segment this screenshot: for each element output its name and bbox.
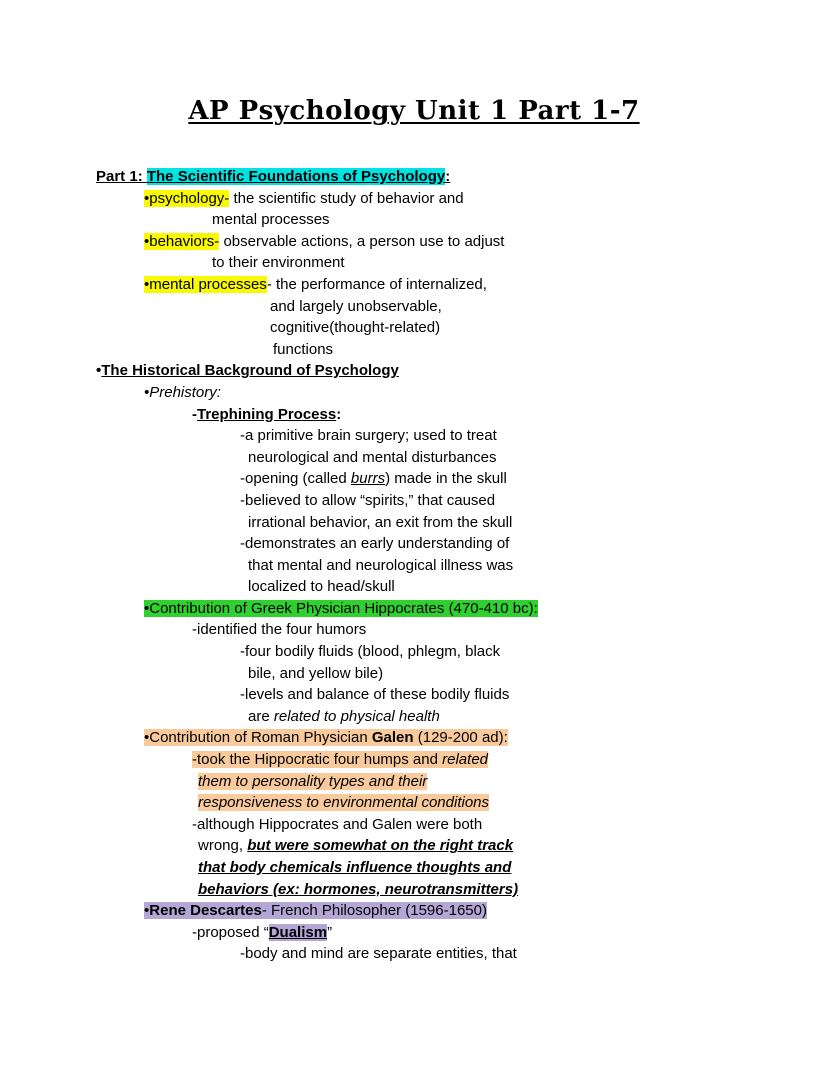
text-line — [0, 900, 828, 922]
text-run: - the performance of internalized, — [266, 275, 487, 293]
text-run: : — [445, 168, 451, 185]
text-line — [0, 879, 828, 901]
text-line — [0, 706, 828, 728]
text-line — [0, 814, 828, 836]
text-run: neurological and mental disturbances — [248, 448, 497, 466]
text-line — [0, 360, 828, 382]
highlighted-text: •Contribution of Greek Physician Hippocrates (470-410 bc): — [144, 599, 538, 617]
text-run: -levels and balance of these bodily fluids — [240, 686, 510, 704]
text-line — [0, 533, 828, 555]
text-line — [0, 922, 828, 944]
text-run: -a primitive brain surgery; used to treat — [240, 427, 497, 445]
text-line — [0, 404, 828, 426]
highlighted-text: •psychology- — [144, 189, 230, 207]
document-body — [0, 166, 828, 965]
text-line — [0, 727, 828, 749]
text-run: -opening (called — [240, 470, 351, 488]
highlighted-text: Rene Descartes — [149, 902, 262, 920]
text-line — [0, 619, 828, 641]
document-title: AP Psychology Unit 1 Part 1-7 — [188, 96, 640, 126]
text-run: -believed to allow “spirits,” that caused — [240, 491, 496, 509]
text-run: behaviors (ex: hormones, neurotransmitters) — [198, 880, 519, 898]
text-line — [0, 555, 828, 577]
text-run: cognitive(thought-related) — [270, 319, 441, 337]
text-line — [0, 339, 828, 361]
text-run: mental processes — [212, 211, 330, 229]
text-run: -demonstrates an early understanding of — [240, 535, 510, 553]
text-line — [0, 425, 828, 447]
text-run: but were somewhat on the right track — [247, 837, 514, 855]
highlighted-text: related — [442, 751, 489, 769]
text-run: -body and mind are separate entities, that — [240, 945, 517, 963]
text-run: the scientific study of behavior and — [229, 189, 464, 207]
text-run: • — [96, 362, 102, 380]
text-line — [0, 447, 828, 469]
text-run: burrs — [350, 470, 386, 488]
text-line — [0, 209, 828, 231]
text-line — [0, 468, 828, 490]
text-run: related to physical health — [273, 707, 440, 725]
text-run: that body chemicals influence thoughts and — [198, 859, 512, 876]
text-run: that mental and neurological illness was — [248, 556, 514, 574]
text-run: Part 1: — [96, 168, 147, 185]
text-run: functions — [273, 340, 334, 358]
text-run: •Prehistory: — [144, 383, 221, 401]
text-line — [0, 943, 828, 965]
highlighted-text: • — [144, 902, 150, 920]
text-line — [0, 317, 828, 339]
text-run: - — [192, 405, 197, 423]
text-run: -identified the four humors — [192, 621, 367, 639]
text-run: bile, and yellow bile) — [248, 664, 384, 682]
text-line — [0, 382, 828, 404]
highlighted-text: (129-200 ad): — [413, 729, 508, 747]
text-line — [0, 490, 828, 512]
text-run: localized to head/skull — [248, 578, 395, 596]
text-line — [0, 576, 828, 598]
text-line — [0, 166, 828, 188]
highlighted-text: -took the Hippocratic four humps and — [192, 751, 443, 769]
text-run: are — [248, 707, 274, 725]
text-line — [0, 857, 828, 879]
text-line — [0, 188, 828, 210]
text-line — [0, 792, 828, 814]
highlighted-text: - French Philosopher (1596-1650) — [261, 902, 487, 920]
text-run: -proposed “ — [192, 923, 269, 941]
highlighted-text: •behaviors- — [144, 232, 220, 250]
highlighted-text: •mental processes — [144, 275, 267, 293]
text-run: -although Hippocrates and Galen were both — [192, 815, 483, 833]
highlighted-text: them to personality types and their — [198, 772, 428, 790]
text-run: -four bodily fluids (blood, phlegm, black — [240, 643, 501, 661]
highlighted-text: Galen — [371, 729, 414, 747]
text-line — [0, 231, 828, 253]
text-line — [0, 274, 828, 296]
text-line — [0, 252, 828, 274]
text-run: to their environment — [212, 254, 345, 272]
text-line — [0, 512, 828, 534]
text-run: wrong, — [198, 837, 248, 855]
text-run: The Historical Background of Psychology — [101, 362, 399, 380]
highlighted-text: The Scientific Foundations of Psychology — [146, 168, 446, 185]
text-run: observable actions, a person use to adjust — [219, 232, 505, 250]
text-line — [0, 641, 828, 663]
text-line — [0, 296, 828, 318]
text-line — [0, 663, 828, 685]
text-run: and largely unobservable, — [270, 297, 442, 315]
text-run: ) made in the skull — [385, 470, 507, 488]
text-run: irrational behavior, an exit from the skull — [248, 513, 513, 531]
text-line — [0, 684, 828, 706]
highlighted-text: Dualism — [268, 923, 328, 941]
text-line — [0, 771, 828, 793]
text-run: Trephining Process — [197, 405, 337, 423]
text-line — [0, 598, 828, 620]
text-line — [0, 835, 828, 857]
highlighted-text: responsiveness to environmental conditions — [198, 794, 489, 812]
text-run: : — [336, 405, 342, 423]
highlighted-text: •Contribution of Roman Physician — [144, 729, 372, 747]
text-run: ” — [327, 923, 333, 941]
text-line — [0, 749, 828, 771]
